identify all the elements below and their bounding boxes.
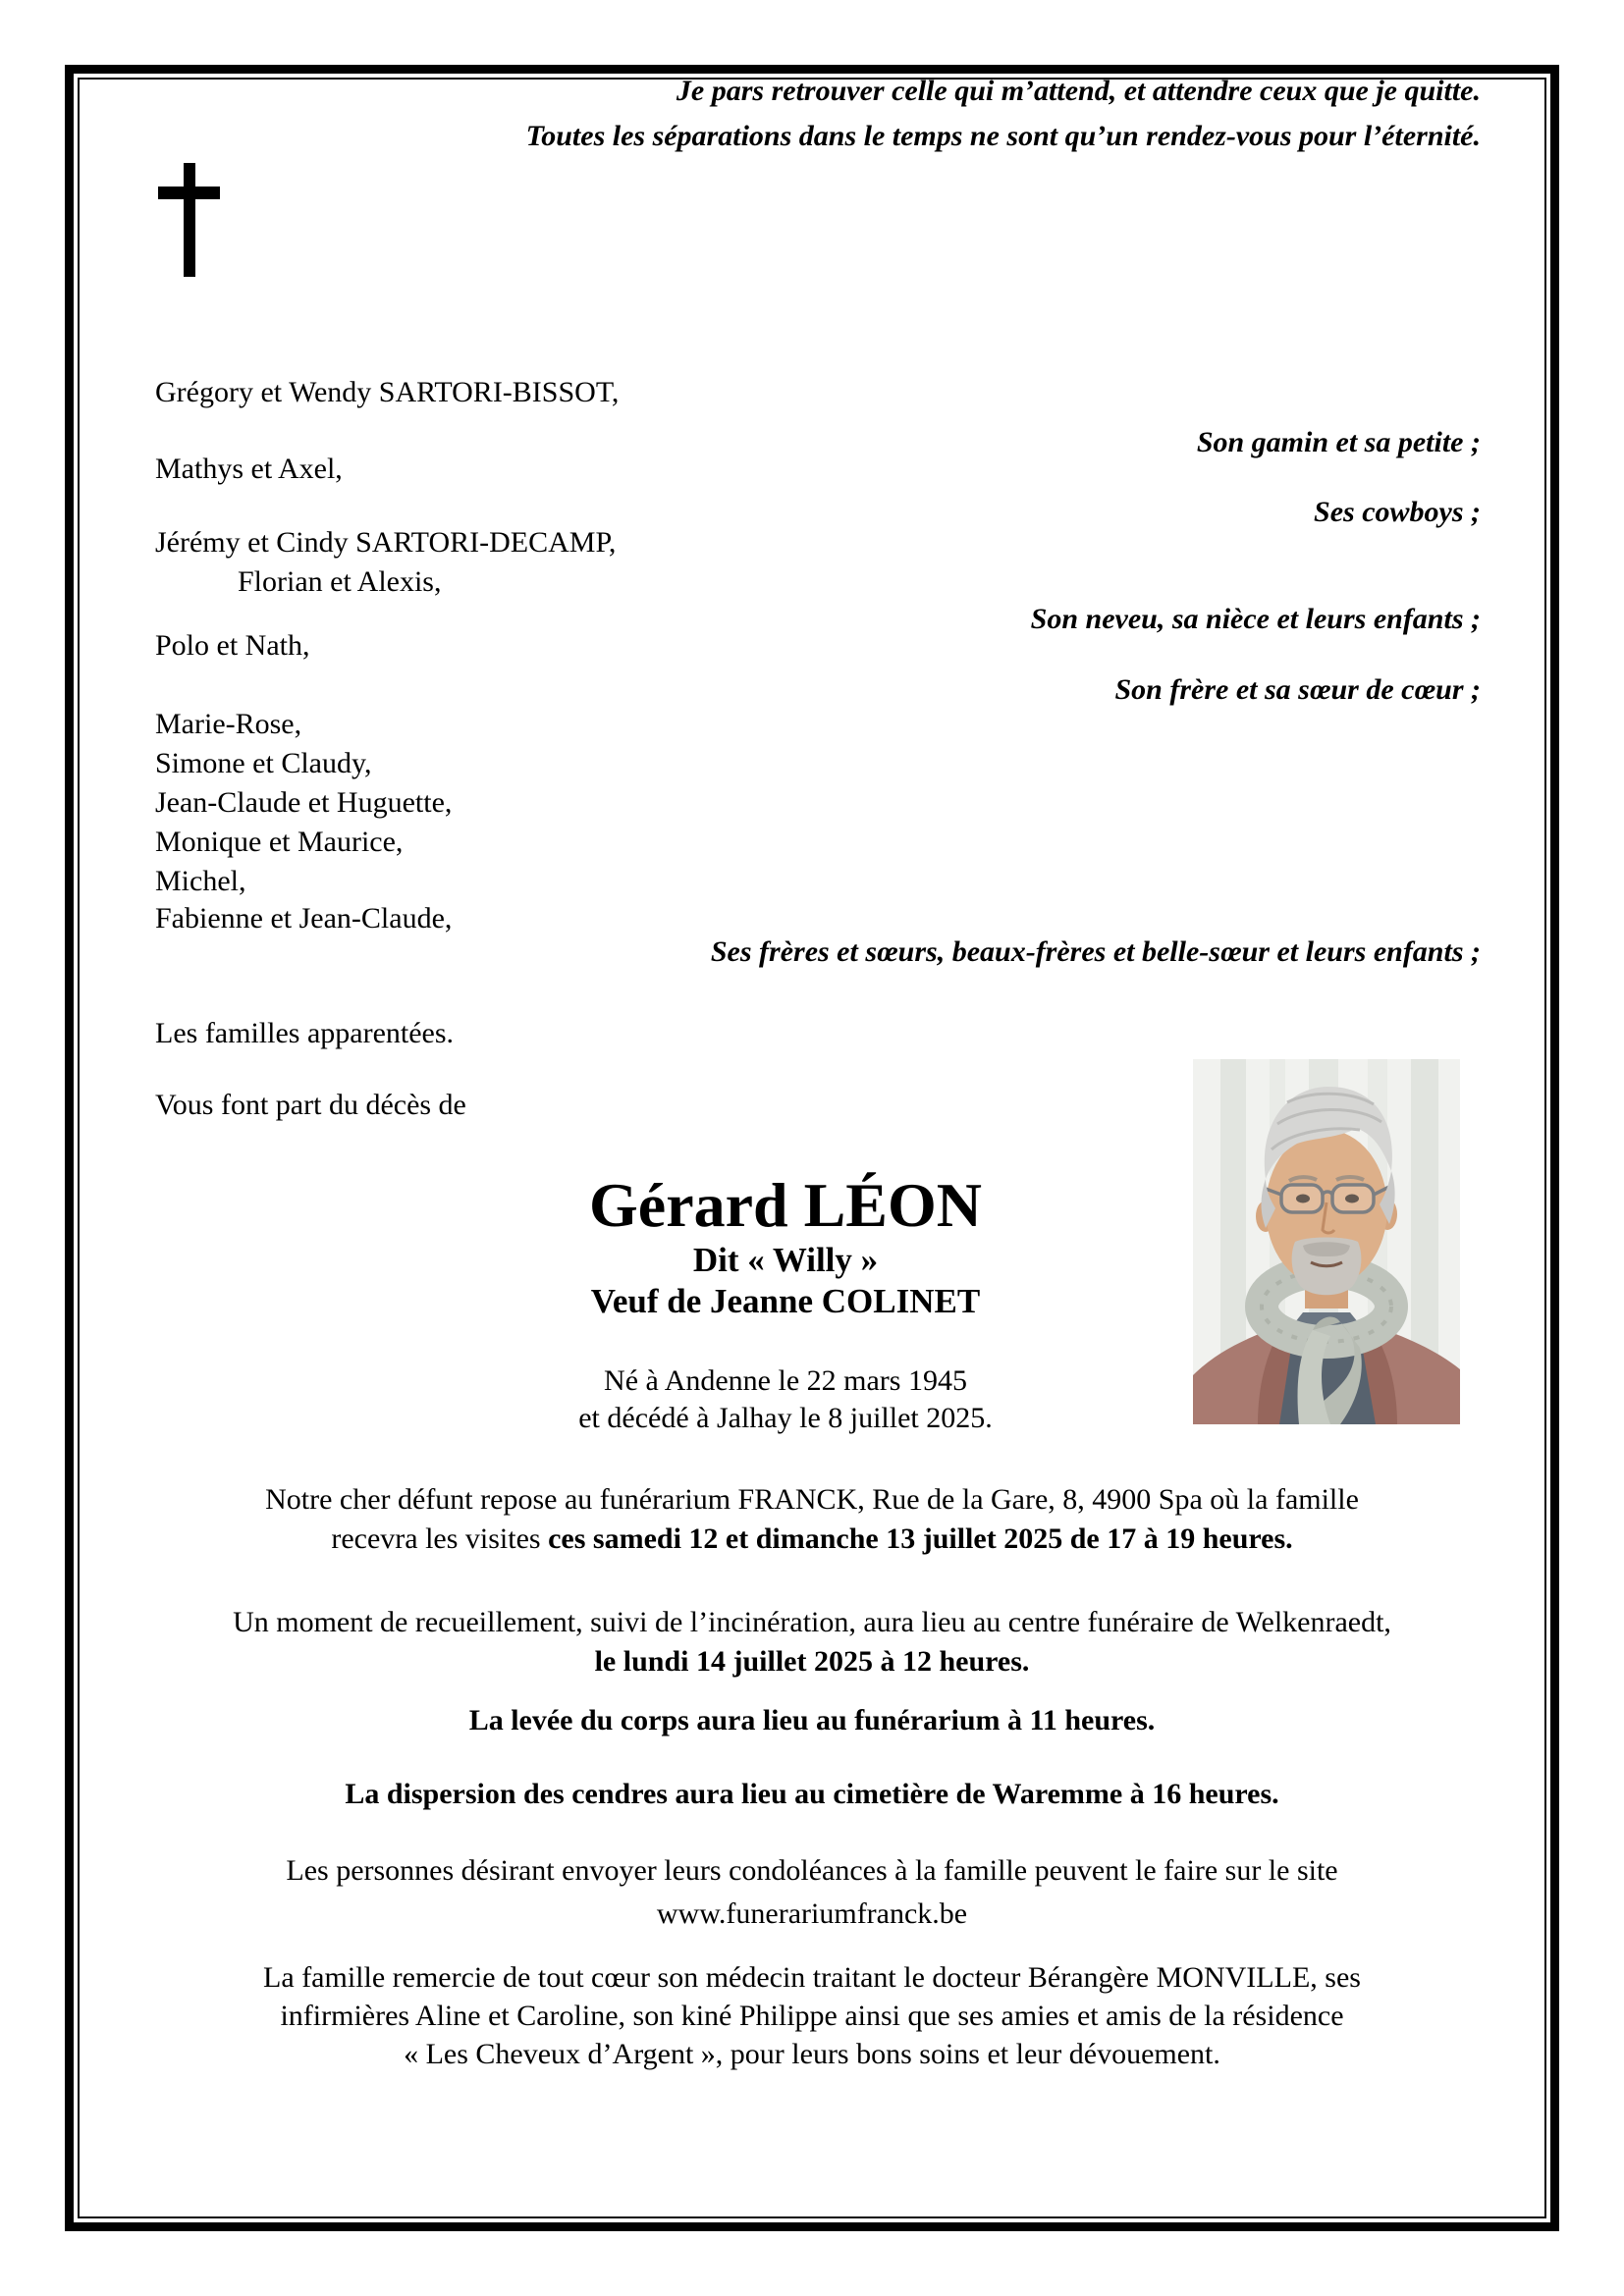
announcement-line: Vous font part du décès de [155,1089,466,1121]
dedication-line: Son neveu, sa nièce et leurs enfants ; [1030,603,1481,635]
levee-line: La levée du corps aura lieu au funérarium à 11 heures. [468,1704,1156,1736]
family-name-line: Mathys et Axel, [155,453,343,485]
related-families-line: Les familles apparentées. [155,1017,455,1049]
family-name-line: Monique et Maurice, [155,826,404,858]
deceased-birth-line: Né à Andenne le 22 mars 1945 [604,1364,967,1397]
dedication-line: Ses frères et sœurs, beaux-frères et belle-sœur et leurs enfants ; [710,935,1481,968]
repose-text: Notre cher défunt repose au funérarium FRANCK, Rue de la Gare, 8, 4900 Spa où la famille [265,1483,1359,1516]
dedication-line: Son gamin et sa petite ; [1196,426,1481,458]
website-url: www.funerariumfranck.be [656,1897,968,1930]
ceremony-text: Un moment de recueillement, suivi de l’incinération, aura lieu au centre funéraire de Welkenraedt, [233,1606,1391,1638]
ceremony-date: le lundi 14 juillet 2025 à 12 heures. [594,1645,1030,1678]
cross-vertical-bar [184,163,195,277]
family-name-line: Grégory et Wendy SARTORI-BISSOT, [155,376,620,408]
deceased-widower-line: Veuf de Jeanne COLINET [590,1282,981,1320]
condolences-paragraph [108,1849,1516,1936]
repose-paragraph [108,1480,1516,1559]
repose-text: recevra les visites [331,1522,549,1555]
family-name-line: Marie-Rose, [155,708,302,740]
deceased-name: Gérard LÉON [589,1170,982,1240]
thanks-text: La famille remercie de tout cœur son médecin traitant le docteur Bérangère MONVILLE, ses [263,1961,1361,1994]
cross-horizontal-bar [158,187,220,199]
dedication-line: Ses cowboys ; [1314,496,1481,528]
family-name-line: Polo et Nath, [155,629,310,662]
family-name-line: Simone et Claudy, [155,747,372,779]
thanks-text: « Les Cheveux d’Argent », pour leurs bons soins et leur dévouement. [404,2038,1220,2070]
condolences-text: Les personnes désirant envoyer leurs condoléances à la famille peuvent le faire sur le site [286,1854,1338,1887]
epitaph-line-2: Toutes les séparations dans le temps ne sont qu’un rendez-vous pour l’éternité. [525,120,1481,152]
visit-dates: ces samedi 12 et dimanche 13 juillet 2025 de 17 à 19 heures. [548,1522,1293,1555]
dedication-line: Son frère et sa sœur de cœur ; [1114,673,1481,706]
epitaph-line-1: Je pars retrouver celle qui m’attend, et attendre ceux que je quitte. [676,75,1481,107]
portrait-photo [1193,1059,1460,1424]
deceased-death-line: et décédé à Jalhay le 8 juillet 2025. [578,1402,993,1434]
thanks-text: infirmières Aline et Caroline, son kiné Philippe ainsi que ses amies et amis de la résidence [280,2000,1344,2032]
family-name-line: Jérémy et Cindy SARTORI-DECAMP, [155,526,617,559]
thanks-paragraph [108,1958,1516,2073]
family-name-line: Michel, [155,865,246,897]
ceremony-paragraph [108,1603,1516,1682]
family-name-line: Jean-Claude et Huguette, [155,786,453,819]
family-name-line: Fabienne et Jean-Claude, [155,902,453,934]
deceased-alias: Dit « Willy » [692,1241,879,1279]
dispersion-line: La dispersion des cendres aura lieu au cimetière de Waremme à 16 heures. [345,1778,1279,1810]
family-name-line: Florian et Alexis, [238,565,442,598]
